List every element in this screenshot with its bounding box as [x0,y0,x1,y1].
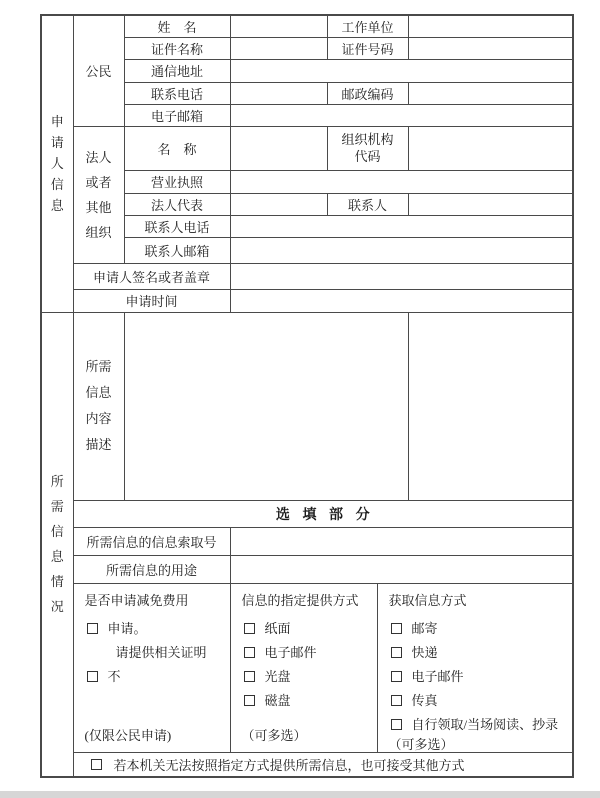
legal-label-text: 法人或者其他组织 [85,149,112,240]
phone-value-cell[interactable] [230,82,327,104]
checkbox-icon[interactable] [391,647,402,658]
other-method-note-cell[interactable] [73,752,573,777]
postcode-value-cell[interactable] [408,82,573,104]
license-value-cell[interactable] [230,170,573,193]
email-value-cell[interactable] [230,104,573,126]
obtain-option-email-label: 电子邮件 [411,668,464,684]
checkbox-icon[interactable] [244,623,255,634]
cert-no-label: 证件号码 [327,37,408,59]
provide-option-cd[interactable] [244,669,371,685]
obtain-option-mail-label: 邮寄 [411,620,438,636]
fee-waiver-footer: (仅限公民申请) [84,727,172,743]
apply-time-value-cell[interactable] [230,289,573,312]
application-form-table [40,14,574,778]
org-code-label-text: 组织机构代码 [341,132,394,164]
org-name-label: 名 称 [124,126,230,170]
checkbox-icon[interactable] [91,759,102,770]
legal-rep-value-cell[interactable] [230,193,327,215]
checkbox-icon[interactable] [391,719,402,730]
address-value-cell[interactable] [230,59,573,82]
index-no-value-cell[interactable] [230,527,573,555]
section-applicant-side-label [41,15,73,312]
obtain-option-self-label: 自行领取/当场阅读、抄录 [411,716,559,732]
checkbox-icon[interactable] [87,671,98,682]
provide-option-paper[interactable] [244,621,371,637]
work-unit-label: 工作单位 [327,15,408,37]
purpose-label: 所需信息的用途 [73,555,230,583]
contact-value-cell[interactable] [408,193,573,215]
side-label-text: 申请人信息 [50,114,64,214]
provide-option-email-label: 电子邮件 [264,644,317,660]
checkbox-icon[interactable] [391,671,402,682]
obtain-option-fax-label: 传真 [411,692,438,708]
fee-waiver-note: 请提供相关证明 [115,644,207,660]
address-label: 通信地址 [124,59,230,82]
cert-name-value-cell[interactable] [230,37,327,59]
obtain-option-express-label: 快递 [411,644,438,660]
checkbox-icon[interactable] [244,671,255,682]
page-edge-strip [0,791,600,798]
fee-option-apply[interactable] [87,621,224,637]
checkbox-icon[interactable] [87,623,98,634]
fee-option-apply-label: 申请。 [107,620,147,636]
checkbox-icon[interactable] [244,647,255,658]
provide-method-cell [230,583,377,752]
legal-rep-label: 法人代表 [124,193,230,215]
obtain-option-fax[interactable] [391,693,567,709]
group-legal-label [73,126,124,263]
provide-option-email[interactable] [244,645,371,661]
signature-value-cell[interactable] [230,263,573,289]
provide-method-footer: （可多选） [241,727,307,743]
checkbox-icon[interactable] [391,623,402,634]
section-request-side-label [41,312,73,777]
provide-option-disk[interactable] [244,693,371,709]
name-value-cell[interactable] [230,15,327,37]
provide-method-title: 信息的指定提供方式 [241,592,359,608]
org-code-label [327,126,408,170]
request-side-label-text: 所需信息情况 [50,474,64,615]
checkbox-icon[interactable] [391,695,402,706]
contact-label: 联系人 [327,193,408,215]
contact-phone-value-cell[interactable] [230,215,573,237]
provide-option-paper-label: 纸面 [264,620,291,636]
group-citizen-label [73,15,124,126]
other-method-note-label: 若本机关无法按照指定方式提供所需信息，也可接受其他方式 [113,757,465,773]
apply-time-label: 申请时间 [73,289,230,312]
contact-phone-label: 联系人电话 [124,215,230,237]
provide-option-cd-label: 光盘 [264,668,291,684]
license-label: 营业执照 [124,170,230,193]
provide-option-disk-label: 磁盘 [264,692,291,708]
signature-label: 申请人签名或者盖章 [73,263,230,289]
fee-option-no[interactable] [87,669,224,685]
obtain-method-cell [377,583,573,752]
obtain-method-footer: （可多选） [388,736,454,752]
content-desc-label-text: 所需信息内容描述 [85,359,112,452]
checkbox-icon[interactable] [244,695,255,706]
citizen-label-text: 公民 [85,64,112,80]
content-desc-label [73,312,124,500]
phone-label: 联系电话 [124,82,230,104]
obtain-option-self[interactable] [391,717,567,733]
work-unit-value-cell[interactable] [408,15,573,37]
org-name-value-cell[interactable] [230,126,327,170]
cert-no-value-cell[interactable] [408,37,573,59]
name-label: 姓 名 [124,15,230,37]
fee-waiver-title: 是否申请减免费用 [84,592,189,608]
fee-option-no-label: 不 [107,668,121,684]
postcode-label: 邮政编码 [327,82,408,104]
content-desc-value-cell[interactable] [124,312,408,500]
fee-waiver-cell [73,583,230,752]
contact-email-label: 联系人邮箱 [124,237,230,263]
obtain-option-email[interactable] [391,669,567,685]
org-code-value-cell[interactable] [408,126,573,170]
obtain-method-title: 获取信息方式 [388,592,467,608]
purpose-value-cell[interactable] [230,555,573,583]
index-no-label: 所需信息的信息索取号 [73,527,230,555]
obtain-option-mail[interactable] [391,621,567,637]
contact-email-value-cell[interactable] [230,237,573,263]
cert-name-label: 证件名称 [124,37,230,59]
email-label: 电子邮箱 [124,104,230,126]
obtain-option-express[interactable] [391,645,567,661]
optional-section-header: 选填部分 [73,500,573,527]
